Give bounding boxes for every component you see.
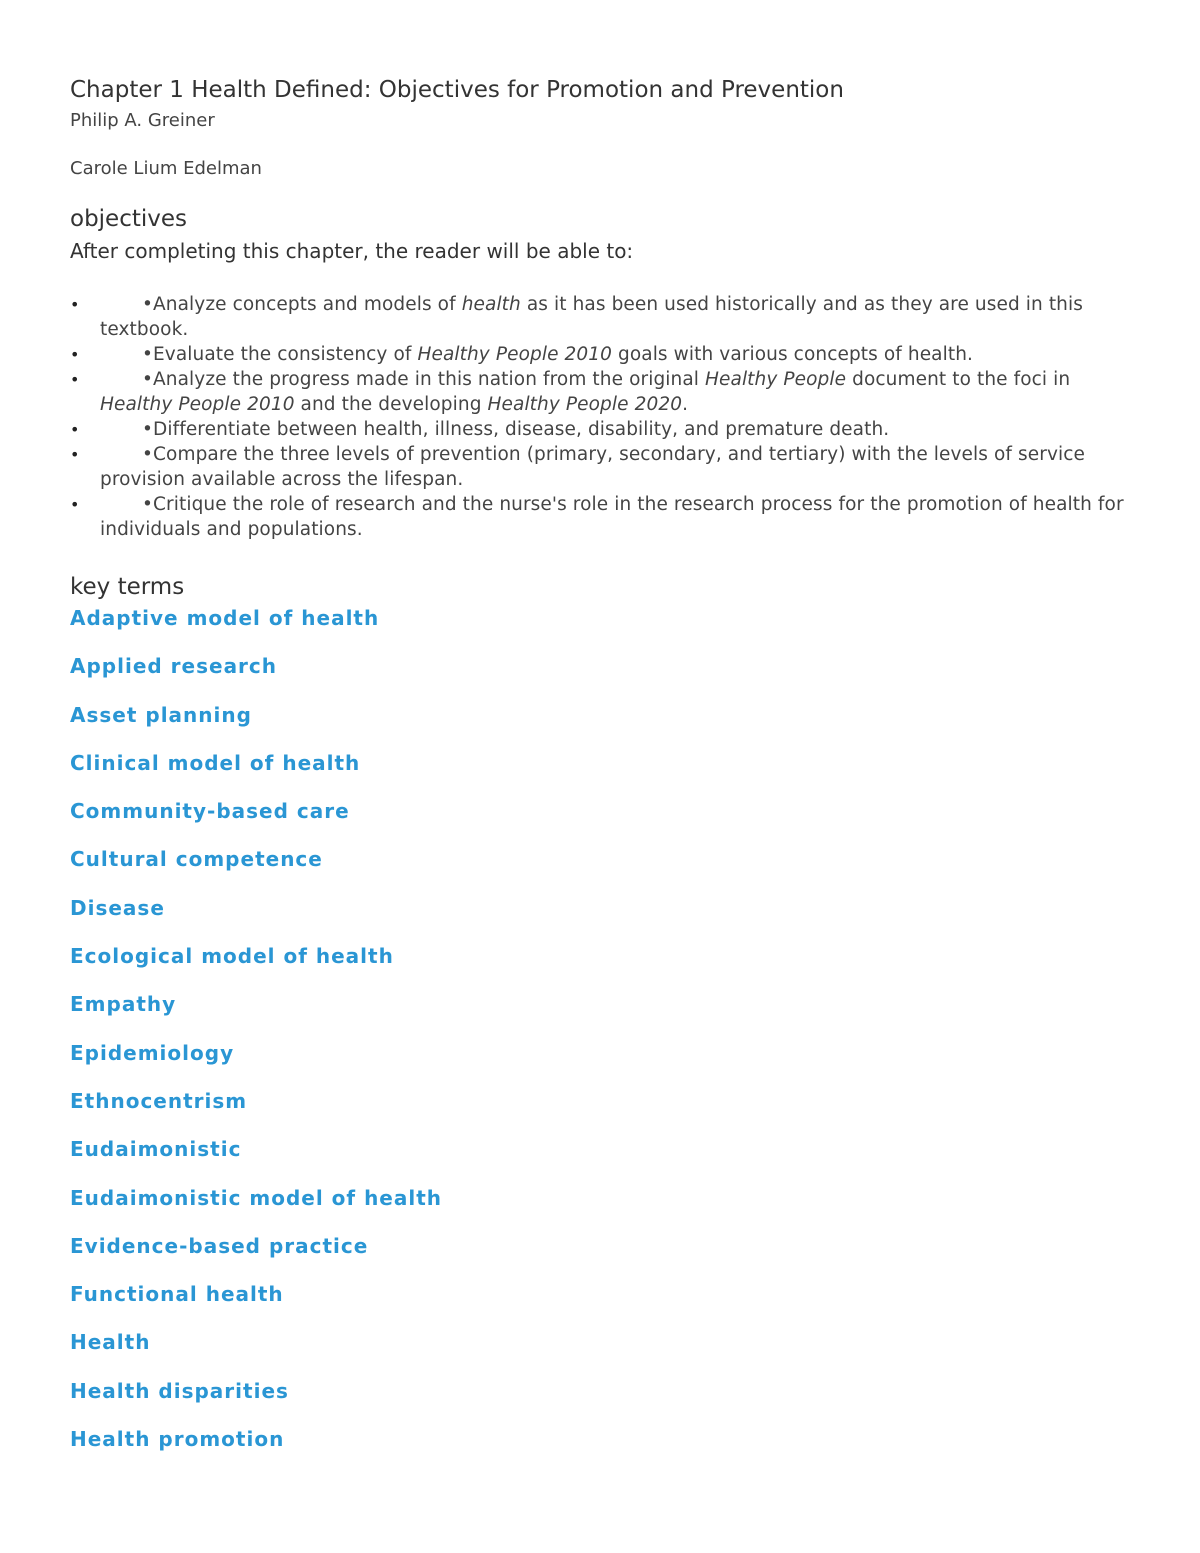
list-item [70,1134,1130,1182]
key-term-link[interactable]: Adaptive model of health [70,606,380,630]
list-item [70,941,1130,989]
key-term-link[interactable]: Epidemiology [70,1040,235,1065]
key-term-link[interactable]: Clinical model of health [70,750,361,775]
key-terms-heading: key terms [70,574,185,600]
list-item [70,989,1130,1037]
key-terms-list [70,603,1130,1472]
list-item [70,1038,1130,1086]
key-term-link[interactable]: Eudaimonistic [70,1137,242,1162]
key-term-link[interactable]: Health [70,1330,151,1355]
key-term-link[interactable]: Ecological model of health [70,944,394,969]
bullet-icon: • [70,445,80,464]
list-item [70,1279,1130,1327]
list-item [70,1086,1130,1134]
objective-item: • •Compare the three levels of prevention (primary, secondary, and tertiary) with the levels of service provision available across the lifespan. [70,444,1085,490]
objective-lead-bullet: • [142,344,154,365]
objective-item: • •Critique the role of research and the nurse's role in the research process for the promotion of health for individuals and populations. [70,494,1124,540]
key-term-link[interactable]: Health disparities [70,1378,289,1403]
objective-lead-bullet: • [142,444,154,465]
key-term-link[interactable]: Disease [70,895,165,920]
objectives-heading: objectives [70,206,188,232]
bullet-icon: • [70,370,80,389]
list-item [70,844,1130,892]
list-item [70,1183,1130,1231]
list-item [70,700,1130,748]
objective-item: • •Analyze the progress made in this nation from the original Healthy People document to the foci in Healthy People 2010 and the developing Healthy People 2020. [70,369,1071,415]
key-term-link[interactable]: Health promotion [70,1427,285,1452]
key-term-link[interactable]: Cultural competence [70,847,323,872]
key-term-link[interactable]: Eudaimonistic model of health [70,1185,443,1210]
objectives-intro: After completing this chapter, the reader will be able to: [70,239,634,263]
list-item [70,1327,1130,1375]
list-item [70,796,1130,844]
list-item [70,651,1130,699]
objective-lead-bullet: • [142,419,154,440]
objective-item: • •Differentiate between health, illness, disease, disability, and premature death. [70,419,890,440]
key-term-link[interactable]: Applied research [70,654,278,679]
key-term-link[interactable]: Functional health [70,1282,284,1307]
objective-lead-bullet: • [142,494,154,515]
objectives-list [70,292,1130,542]
list-item [70,1376,1130,1424]
bullet-icon: • [70,420,80,439]
list-item [70,893,1130,941]
list-item [70,1424,1130,1472]
key-term-link[interactable]: Asset planning [70,702,252,727]
key-term-link[interactable]: Empathy [70,992,177,1017]
key-term-link[interactable]: Community-based care [70,799,350,824]
bullet-icon: • [70,495,80,514]
objective-lead-bullet: • [142,369,154,390]
key-term-link[interactable]: Ethnocentrism [70,1088,248,1113]
objective-lead-bullet: • [142,294,154,315]
author-name: Carole Lium Edelman [70,158,262,179]
list-item [70,603,1130,651]
key-term-link[interactable]: Evidence-based practice [70,1233,369,1258]
bullet-icon: • [70,295,80,314]
author-name: Philip A. Greiner [70,110,215,131]
chapter-title: Chapter 1 Health Defined: Objectives for Promotion and Prevention [70,77,844,103]
objective-item: • •Analyze concepts and models of health as it has been used historically and as they are used in this textbook. [70,294,1083,340]
document-page [70,72,1130,1472]
objective-item: • •Evaluate the consistency of Healthy People 2010 goals with various concepts of health. [70,344,974,365]
list-item [70,1231,1130,1279]
list-item [70,748,1130,796]
bullet-icon: • [70,345,80,364]
